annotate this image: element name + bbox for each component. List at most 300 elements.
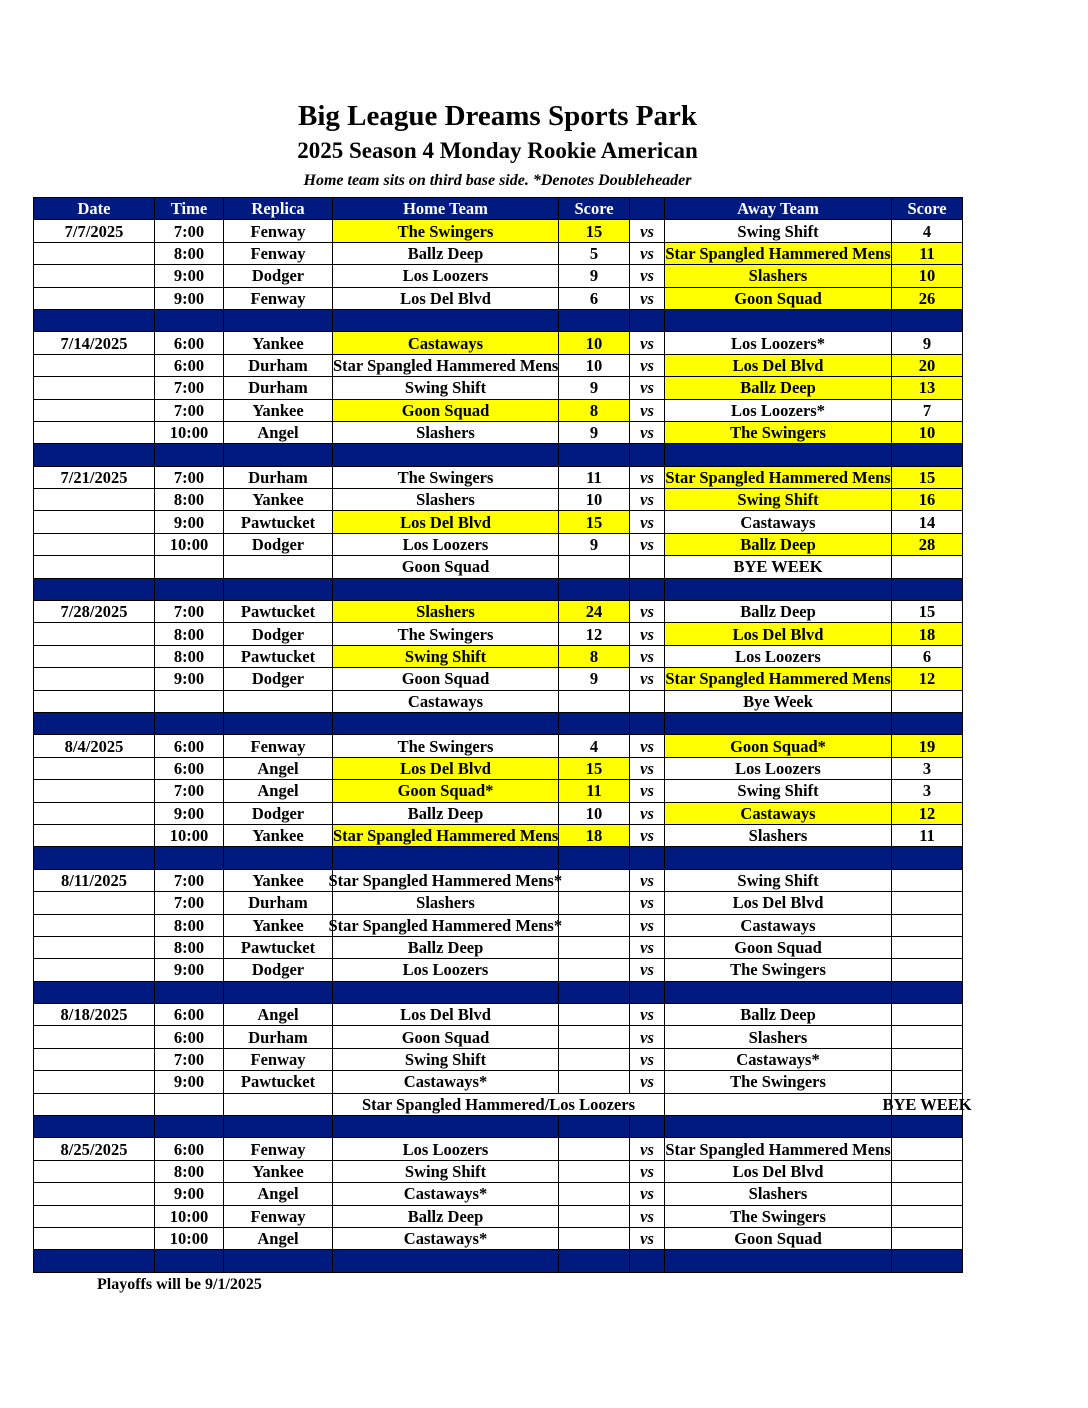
replica-cell — [224, 1138, 333, 1160]
time-cell — [155, 623, 224, 645]
vs-cell — [630, 533, 665, 555]
away-team-cell — [665, 802, 892, 824]
replica-cell-text: Fenway — [250, 736, 306, 756]
replica-cell — [224, 1183, 333, 1205]
away-team-cell-text: Swing Shift — [737, 781, 819, 801]
home-score-cell — [559, 869, 630, 891]
away-team-cell-text: Ballz Deep — [740, 535, 816, 555]
home-score-cell-text: 12 — [585, 624, 603, 644]
home-score-cell-text: 15 — [585, 758, 603, 778]
separator-cell — [892, 847, 963, 869]
vs-cell-text: vs — [640, 602, 654, 622]
home-score-cell — [559, 354, 630, 376]
replica-cell — [224, 1160, 333, 1182]
vs-cell-text: vs — [640, 378, 654, 398]
time-cell-text: 7:00 — [173, 221, 205, 241]
table-row — [34, 735, 963, 757]
home-team-cell — [333, 1004, 559, 1026]
replica-cell — [224, 1004, 333, 1026]
away-team-cell — [665, 1205, 892, 1227]
time-cell-text: 7:00 — [173, 870, 205, 890]
home-team-cell-text: The Swingers — [397, 221, 494, 241]
home-team-cell-text: Star Spangled Hammered Mens — [333, 826, 559, 846]
separator-cell — [559, 981, 630, 1003]
away-team-cell-text: BYE WEEK — [733, 557, 823, 577]
away-team-cell — [665, 1071, 892, 1093]
vs-cell — [630, 1227, 665, 1249]
away-team-cell — [665, 533, 892, 555]
home-team-cell-text: Goon Squad — [401, 1027, 490, 1047]
away-team-cell — [665, 1138, 892, 1160]
page-title: Big League Dreams Sports Park — [297, 100, 697, 132]
home-team-cell-text: Star Spangled Hammered/Los Loozers — [361, 1094, 635, 1114]
home-score-cell-text: 11 — [586, 781, 602, 801]
away-team-cell-text: Los Loozers — [735, 758, 821, 778]
replica-cell — [224, 556, 333, 578]
vs-cell — [630, 1138, 665, 1160]
date-cell — [34, 1093, 155, 1115]
replica-cell — [224, 668, 333, 690]
separator-cell — [155, 444, 224, 466]
away-team-cell-text: Los Loozers* — [731, 333, 825, 353]
home-team-cell-text: Ballz Deep — [407, 1206, 484, 1226]
home-score-cell — [559, 1004, 630, 1026]
schedule-table — [33, 197, 972, 1273]
home-team-cell-text: The Swingers — [397, 736, 494, 756]
time-cell — [155, 802, 224, 824]
home-team-cell-text: Los Del Blvd — [400, 512, 491, 532]
time-cell — [155, 466, 224, 488]
vs-cell — [630, 1071, 665, 1093]
week-separator — [34, 578, 963, 600]
home-score-cell — [559, 466, 630, 488]
home-score-cell — [559, 757, 630, 779]
date-cell — [34, 511, 155, 533]
separator-cell — [665, 847, 892, 869]
time-cell — [155, 1093, 224, 1115]
home-team-cell — [333, 601, 559, 623]
away-score-cell — [892, 1004, 963, 1026]
table-row — [34, 421, 963, 443]
schedule-body — [34, 220, 972, 1272]
replica-cell — [224, 623, 333, 645]
time-cell — [155, 1048, 224, 1070]
away-score-cell — [892, 265, 963, 287]
vs-cell — [630, 757, 665, 779]
table-row — [34, 399, 963, 421]
table-row — [34, 824, 963, 846]
separator-cell — [333, 981, 559, 1003]
table-row — [34, 802, 963, 824]
home-team-cell-text: Slashers — [416, 893, 475, 913]
vs-cell-text: vs — [640, 1184, 654, 1204]
away-score-cell-text: 10 — [918, 266, 936, 286]
replica-cell-text: Fenway — [250, 221, 306, 241]
away-team-cell — [665, 959, 892, 981]
away-score-cell — [892, 220, 963, 242]
away-score-cell-text: 9 — [922, 333, 932, 353]
vs-cell-text: vs — [640, 535, 654, 555]
away-score-cell-text: 11 — [919, 243, 935, 263]
time-cell — [155, 1183, 224, 1205]
time-cell — [155, 399, 224, 421]
time-cell-text: 7:00 — [173, 781, 205, 801]
home-score-cell-text: 8 — [589, 647, 599, 666]
vs-cell-text: vs — [640, 423, 654, 443]
away-score-cell — [892, 421, 963, 443]
time-cell — [155, 1071, 224, 1093]
separator-cell — [333, 309, 559, 331]
replica-cell — [224, 1048, 333, 1070]
away-score-cell-text: 15 — [918, 467, 936, 487]
home-team-cell-text: Castaways* — [403, 1184, 488, 1204]
replica-cell — [224, 399, 333, 421]
separator-cell — [559, 578, 630, 600]
date-cell — [34, 914, 155, 936]
time-cell-text: 7:00 — [173, 378, 205, 398]
time-cell-text: 6:00 — [173, 1139, 205, 1159]
home-team-cell-text: Slashers — [416, 490, 475, 510]
replica-cell — [224, 332, 333, 354]
replica-cell — [224, 1227, 333, 1249]
home-team-cell-text: Slashers — [416, 602, 475, 622]
time-cell-text: 6:00 — [173, 1027, 205, 1047]
separator-cell — [34, 444, 155, 466]
away-team-cell — [665, 466, 892, 488]
date-cell — [34, 1004, 155, 1026]
vs-cell-text: vs — [640, 467, 654, 487]
away-team-cell-text: Ballz Deep — [740, 378, 816, 398]
home-score-cell — [559, 1138, 630, 1160]
separator-cell — [224, 1250, 333, 1272]
time-cell-text: 10:00 — [169, 423, 209, 443]
away-team-cell — [665, 1004, 892, 1026]
vs-cell — [630, 1004, 665, 1026]
replica-cell-text: Durham — [248, 355, 308, 375]
home-score-cell — [559, 399, 630, 421]
date-cell — [34, 1071, 155, 1093]
home-score-cell — [559, 601, 630, 623]
date-cell — [34, 466, 155, 488]
time-cell — [155, 332, 224, 354]
replica-cell-text: Pawtucket — [240, 1072, 316, 1092]
vs-cell-text: vs — [640, 960, 654, 980]
date-cell — [34, 892, 155, 914]
separator-cell — [630, 309, 665, 331]
away-team-cell — [665, 869, 892, 891]
home-team-cell-text: Castaways — [407, 691, 484, 711]
away-team-cell-text: Goon Squad — [734, 1229, 822, 1249]
replica-cell-text: Angel — [257, 1229, 299, 1249]
time-cell — [155, 869, 224, 891]
separator-cell — [224, 981, 333, 1003]
home-team-cell-text: Castaways — [407, 333, 484, 353]
home-team-cell-text: Star Spangled Hammered Mens* — [328, 915, 563, 935]
playoffs-note: Playoffs will be 9/1/2025 — [97, 1276, 262, 1293]
away-score-cell — [892, 399, 963, 421]
home-team-cell-text: Los Del Blvd — [400, 1005, 491, 1025]
vs-cell-text: vs — [640, 1161, 654, 1181]
replica-cell — [224, 354, 333, 376]
away-team-cell — [665, 735, 892, 757]
separator-cell — [892, 309, 963, 331]
table-row — [34, 377, 963, 399]
separator-cell — [559, 1250, 630, 1272]
home-score-cell-text: 10 — [585, 490, 603, 510]
vs-cell — [630, 1048, 665, 1070]
home-team-cell — [333, 1160, 559, 1182]
vs-cell — [630, 489, 665, 511]
vs-cell — [630, 1205, 665, 1227]
time-cell — [155, 668, 224, 690]
home-score-cell — [559, 1048, 630, 1070]
home-score-cell-text: 8 — [589, 400, 599, 420]
date-cell — [34, 936, 155, 958]
time-cell-text: 8:00 — [173, 1161, 205, 1181]
home-team-cell-text: Goon Squad — [401, 669, 490, 689]
vs-cell-text: vs — [640, 490, 654, 510]
away-score-cell — [892, 936, 963, 958]
home-team-cell — [333, 757, 559, 779]
separator-cell — [333, 1250, 559, 1272]
time-cell-text: 9:00 — [173, 669, 205, 689]
replica-cell-text: Durham — [248, 893, 308, 913]
time-cell — [155, 1227, 224, 1249]
replica-cell — [224, 220, 333, 242]
vs-cell — [630, 824, 665, 846]
home-score-cell — [559, 242, 630, 264]
home-team-cell — [333, 1205, 559, 1227]
date-cell — [34, 1160, 155, 1182]
separator-cell — [892, 444, 963, 466]
away-team-cell-text: Castaways* — [736, 1050, 820, 1070]
table-row — [34, 220, 963, 242]
home-team-cell — [333, 354, 559, 376]
table-row — [34, 1160, 963, 1182]
vs-cell-text: vs — [640, 1072, 654, 1092]
week-separator — [34, 981, 963, 1003]
away-score-cell — [892, 914, 963, 936]
away-team-cell — [665, 757, 892, 779]
home-score-cell — [559, 489, 630, 511]
time-cell — [155, 489, 224, 511]
away-team-cell — [665, 824, 892, 846]
separator-cell — [630, 712, 665, 734]
date-cell — [34, 489, 155, 511]
away-team-cell — [665, 511, 892, 533]
time-cell-text: 8:00 — [173, 490, 205, 510]
replica-cell-text: Dodger — [251, 803, 305, 823]
replica-cell-text: Dodger — [251, 624, 305, 644]
week-separator — [34, 1250, 963, 1272]
time-cell-text: 7:00 — [173, 400, 205, 420]
week-date: 8/25/2025 — [60, 1139, 128, 1159]
date-cell — [34, 287, 155, 309]
replica-cell-text: Durham — [248, 1027, 308, 1047]
table-row — [34, 780, 963, 802]
home-score-cell-text: 6 — [589, 288, 599, 308]
home-team-cell — [333, 556, 559, 578]
time-cell-text: 7:00 — [173, 893, 205, 913]
replica-cell-text: Fenway — [250, 1139, 306, 1159]
replica-cell-text: Yankee — [252, 870, 304, 890]
home-team-cell — [333, 1048, 559, 1070]
separator-cell — [34, 712, 155, 734]
replica-cell — [224, 1026, 333, 1048]
home-team-cell — [333, 466, 559, 488]
date-cell — [34, 802, 155, 824]
home-team-cell — [333, 533, 559, 555]
vs-cell — [630, 399, 665, 421]
header-away-score: Score — [892, 198, 963, 220]
table-row — [34, 1138, 963, 1160]
away-team-cell-text: Swing Shift — [737, 870, 819, 890]
week-date: 8/18/2025 — [60, 1005, 128, 1025]
away-team-cell — [665, 1227, 892, 1249]
vs-cell — [630, 1160, 665, 1182]
home-score-cell — [559, 533, 630, 555]
home-team-cell-text: Los Del Blvd — [400, 758, 491, 778]
away-team-cell — [665, 220, 892, 242]
home-score-cell — [559, 645, 630, 667]
separator-cell — [630, 981, 665, 1003]
table-row — [34, 1183, 963, 1205]
time-cell — [155, 511, 224, 533]
time-cell — [155, 914, 224, 936]
home-team-cell-text: Star Spangled Hammered Mens* — [328, 870, 563, 890]
vs-cell — [630, 242, 665, 264]
date-cell — [34, 556, 155, 578]
home-team-cell — [333, 668, 559, 690]
away-team-cell — [882, 1093, 972, 1115]
away-score-cell — [892, 556, 963, 578]
home-score-cell — [559, 914, 630, 936]
schedule-note: Home team sits on third base side. *Denotes Doubleheader — [303, 172, 692, 189]
date-cell — [34, 735, 155, 757]
away-team-cell — [665, 668, 892, 690]
time-cell-text: 10:00 — [169, 535, 209, 555]
home-team-cell — [333, 1227, 559, 1249]
away-team-cell-text: Goon Squad* — [730, 736, 826, 756]
replica-cell-text: Pawtucket — [240, 512, 316, 532]
date-cell — [34, 601, 155, 623]
away-score-cell-text: 7 — [922, 400, 932, 420]
replica-cell-text: Yankee — [252, 915, 304, 935]
separator-cell — [559, 1116, 630, 1138]
time-cell-text: 7:00 — [173, 602, 205, 622]
away-score-cell — [892, 1026, 963, 1048]
home-team-cell-text: Los Loozers — [402, 960, 489, 980]
away-team-cell-text: Ballz Deep — [740, 1005, 816, 1025]
table-row — [34, 511, 963, 533]
away-team-cell-text: Goon Squad — [734, 938, 822, 958]
time-cell-text: 9:00 — [173, 512, 205, 532]
away-team-cell — [665, 332, 892, 354]
away-score-cell-text: 3 — [922, 758, 932, 778]
vs-cell — [630, 645, 665, 667]
away-team-cell-text: BYE WEEK — [882, 1094, 972, 1114]
away-team-cell — [665, 1160, 892, 1182]
home-score-cell — [559, 220, 630, 242]
home-team-cell — [333, 1183, 559, 1205]
home-team-cell — [333, 1138, 559, 1160]
vs-cell-text: vs — [640, 333, 654, 353]
away-score-cell — [892, 1205, 963, 1227]
separator-cell — [665, 1116, 892, 1138]
separator-cell — [34, 981, 155, 1003]
separator-cell — [224, 578, 333, 600]
table-row — [34, 601, 963, 623]
separator-cell — [559, 712, 630, 734]
vs-cell-text: vs — [640, 512, 654, 532]
time-cell-text: 9:00 — [173, 1072, 205, 1092]
vs-cell-text: vs — [640, 1050, 654, 1070]
replica-cell — [224, 1093, 333, 1115]
away-team-cell — [665, 780, 892, 802]
time-cell-text: 6:00 — [173, 1005, 205, 1025]
separator-cell — [559, 444, 630, 466]
vs-cell — [630, 354, 665, 376]
header-away-team: Away Team — [665, 198, 892, 220]
time-cell — [155, 690, 224, 712]
vs-cell — [630, 1183, 665, 1205]
separator-cell — [333, 847, 559, 869]
date-cell — [34, 668, 155, 690]
away-score-cell — [892, 466, 963, 488]
home-score-cell — [559, 332, 630, 354]
time-cell — [155, 645, 224, 667]
replica-cell-text: Yankee — [252, 490, 304, 510]
date-cell — [34, 399, 155, 421]
home-score-cell-text: 9 — [589, 535, 599, 555]
time-cell-text: 10:00 — [169, 826, 209, 846]
away-team-cell — [665, 623, 892, 645]
away-team-cell-text: Los Loozers* — [731, 400, 825, 420]
away-team-cell — [665, 354, 892, 376]
home-score-cell — [559, 802, 630, 824]
time-cell-text: 8:00 — [173, 243, 205, 263]
away-score-cell — [892, 892, 963, 914]
time-cell — [155, 242, 224, 264]
separator-cell — [892, 1116, 963, 1138]
away-score-cell-text: 16 — [918, 490, 936, 510]
home-score-cell-text: 4 — [589, 736, 599, 756]
week-separator — [34, 847, 963, 869]
time-cell — [155, 1026, 224, 1048]
time-cell — [155, 1138, 224, 1160]
home-team-cell — [333, 220, 559, 242]
separator-cell — [630, 1116, 665, 1138]
home-team-cell-text: Castaways* — [403, 1072, 488, 1092]
week-separator — [34, 309, 963, 331]
away-score-cell — [892, 287, 963, 309]
vs-cell-text: vs — [640, 870, 654, 890]
time-cell — [155, 892, 224, 914]
vs-cell — [630, 936, 665, 958]
away-team-cell — [665, 1048, 892, 1070]
away-team-cell-text: Los Loozers — [735, 647, 821, 666]
table-row — [34, 1071, 963, 1093]
home-score-cell-text: 10 — [585, 355, 603, 375]
replica-cell-text: Dodger — [251, 266, 305, 286]
away-team-cell-text: Slashers — [748, 266, 808, 286]
time-cell — [155, 220, 224, 242]
table-row — [34, 287, 963, 309]
away-team-cell-text: Swing Shift — [737, 221, 819, 241]
separator-cell — [333, 712, 559, 734]
replica-cell — [224, 936, 333, 958]
replica-cell — [224, 601, 333, 623]
